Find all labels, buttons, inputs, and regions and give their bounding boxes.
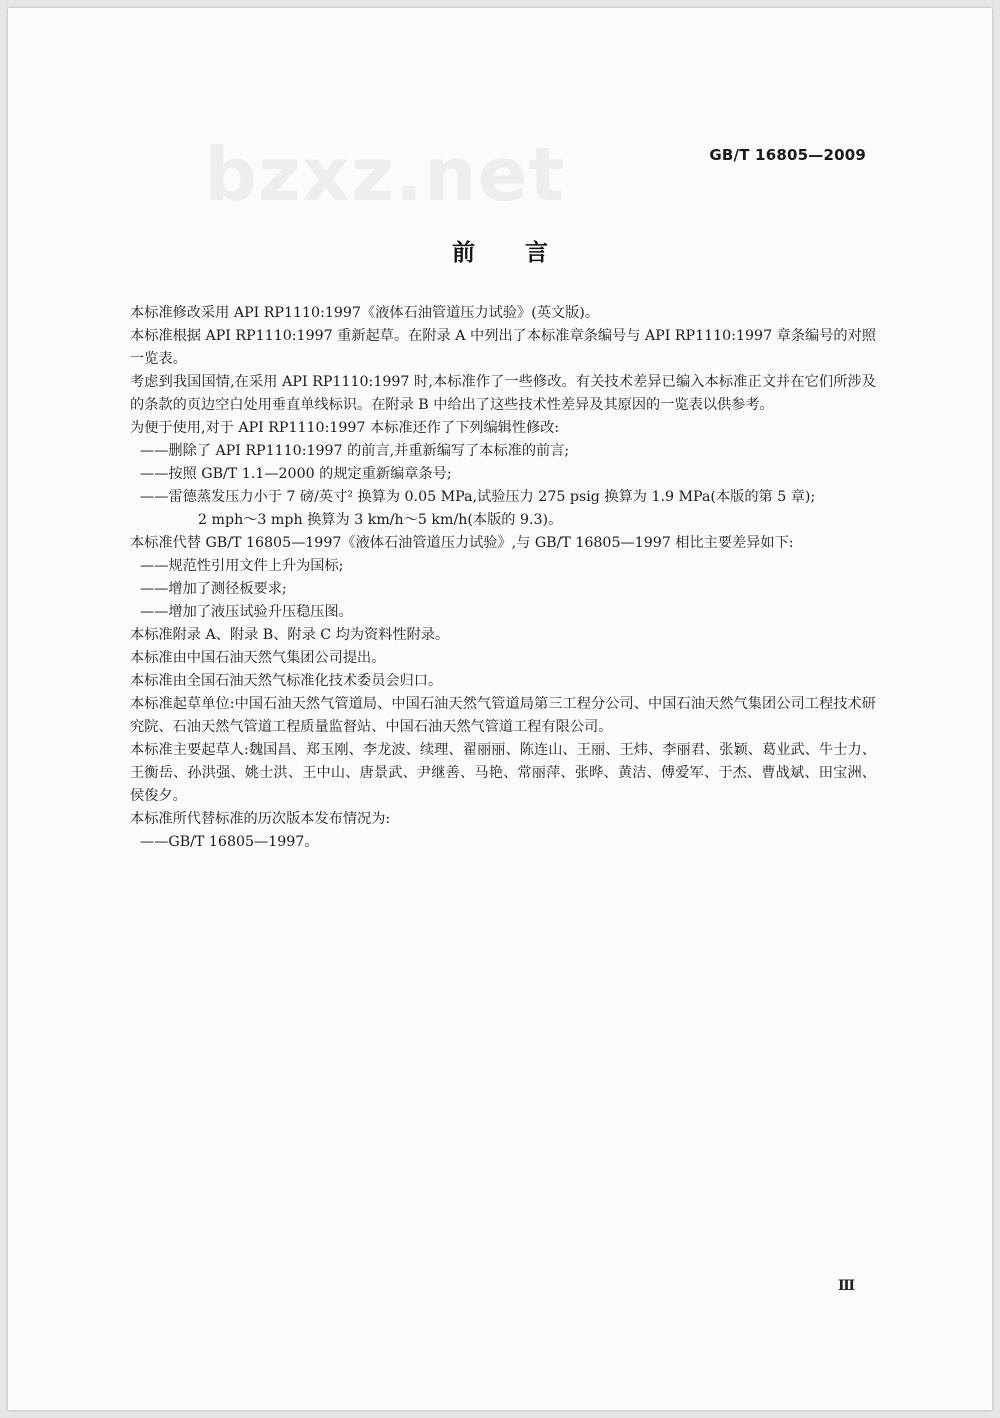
page-number: Ⅲ <box>837 1278 855 1294</box>
paragraph: 为便于使用,对于 API RP1110:1997 本标准还作了下列编辑性修改: <box>130 420 560 436</box>
paragraph: 考虑到我国国情,在采用 API RP1110:1997 时,本标准作了一些修改。有关技术差异已编入本标准正文并在它们所涉及的条款的页边空白处用垂直单线标识。在附录 B 中给出了这些技术性差异及其原因的一览表以供参考。 <box>130 374 876 413</box>
list-item-continuation: 2 mph～3 mph 换算为 3 km/h～5 km/h(本版的 9.3)。 <box>198 512 563 528</box>
page-title: 前言 <box>452 240 598 266</box>
paragraph: 本标准由全国石油天然气标准化技术委员会归口。 <box>130 673 443 689</box>
list-item: ——增加了液压试验升压稳压图。 <box>140 604 353 620</box>
list-item: ——增加了测径板要求; <box>140 581 287 597</box>
preface-body <box>130 302 876 854</box>
paragraph: 本标准主要起草人:魏国昌、郑玉刚、李龙波、续理、翟丽丽、陈连山、王丽、王炜、李丽君、张颖、葛业武、牛士力、王衡岳、孙洪强、姚士洪、王中山、唐景武、尹继善、马艳、常丽萍、张晔、黄洁、傅爱军、于杰、曹战斌、田宝洲、侯俊夕。 <box>130 742 876 804</box>
paragraph: 本标准起草单位:中国石油天然气管道局、中国石油天然气管道局第三工程分公司、中国石油天然气集团公司工程技术研究院、石油天然气管道工程质量监督站、中国石油天然气管道工程有限公司。 <box>130 696 876 735</box>
paragraph: 本标准代替 GB/T 16805—1997《液体石油管道压力试验》,与 GB/T 16805—1997 相比主要差异如下: <box>130 535 794 551</box>
list-item: ——雷德蒸发压力小于 7 磅/英寸² 换算为 0.05 MPa,试验压力 275 psig 换算为 1.9 MPa(本版的第 5 章); <box>140 489 816 505</box>
paragraph: 本标准由中国石油天然气集团公司提出。 <box>130 650 386 666</box>
paragraph: 本标准所代替标准的历次版本发布情况为: <box>130 811 391 827</box>
standard-code: GB/T 16805—2009 <box>709 146 866 164</box>
paragraph: 本标准附录 A、附录 B、附录 C 均为资料性附录。 <box>130 627 450 643</box>
list-item: ——删除了 API RP1110:1997 的前言,并重新编写了本标准的前言; <box>140 443 570 459</box>
list-item: ——GB/T 16805—1997。 <box>140 834 319 850</box>
list-item: ——规范性引用文件上升为国标; <box>140 558 344 574</box>
list-item: ——按照 GB/T 1.1—2000 的规定重新编章条号; <box>140 466 452 482</box>
paragraph: 本标准修改采用 API RP1110:1997《液体石油管道压力试验》(英文版)。 <box>130 305 600 321</box>
document-page <box>8 8 992 1410</box>
paragraph: 本标准根据 API RP1110:1997 重新起草。在附录 A 中列出了本标准章条编号与 API RP1110:1997 章条编号的对照一览表。 <box>130 328 876 367</box>
watermark-text: bzxz.net <box>204 132 566 218</box>
